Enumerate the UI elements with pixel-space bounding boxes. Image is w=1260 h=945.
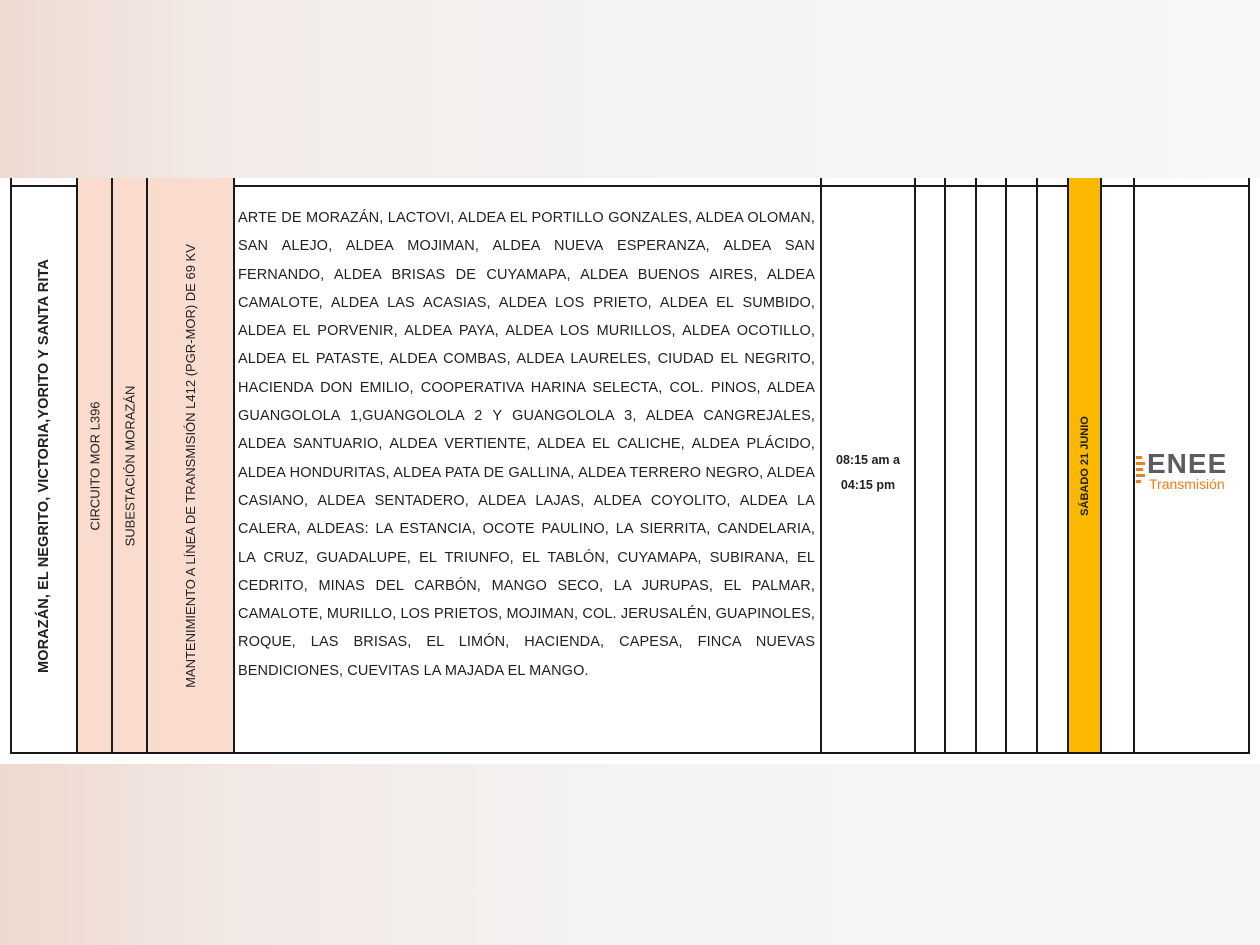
substation-cell xyxy=(111,178,146,753)
enee-logo-bars-icon xyxy=(1136,452,1146,484)
circuit-text: CIRCUITO MOR L396 xyxy=(87,400,102,531)
time-range xyxy=(824,448,912,498)
empty-day-cell xyxy=(914,178,944,753)
enee-logo xyxy=(1132,448,1260,492)
work-description-text: MANTENIMIENTO A LÍNEA DE TRANSMISIÓN L412 (PGR-MOR) DE 69 KV xyxy=(182,243,198,688)
municipality-cell xyxy=(10,178,76,753)
substation-text: SUBESTACIÓN MORAZÁN xyxy=(122,385,137,546)
empty-day-cell xyxy=(1005,178,1036,753)
date-text: SÁBADO 21 JUNIO xyxy=(1078,415,1091,516)
circuit-cell xyxy=(76,178,111,753)
affected-areas-text: ARTE DE MORAZÁN, LACTOVI, ALDEA EL PORTILLO GONZALES, ALDEA OLOMAN, SAN ALEJO, ALDEA MOJIMAN, ALDEA NUEVA ESPERANZA, ALDEA SAN FERNANDO, ALDEA BRISAS DE CUYAMAPA, ALDEA BUENOS AIRES, ALDEA CAMALOTE, ALDEA LAS ACASIAS, ALDEA LOS PRIETO, ALDEA EL SUMBIDO, ALDEA EL PORVENIR, ALDEA PAYA, ALDEA LOS MURILLOS, ALDEA OCOTILLO, ALDEA EL PATASTE, ALDEA COMBAS, ALDEA LAURELES, CIUDAD EL NEGRITO, HACIENDA DON EMILIO, COOPERATIVA HARINA SELECTA, COL. PINOS, ALDEA GUANGOLOLA 1,GUANGOLOLA 2 Y GUANGOLOLA 3, ALDEA CANGREJALES, ALDEA SANTUARIO, ALDEA VERTIENTE, ALDEA EL CALICHE, ALDEA PLÁCIDO, ALDEA HONDURITAS, ALDEA PATA DE GALLINA, ALDEA TERRERO NEGRO, ALDEA CASIANO, ALDEA SENTADERO, ALDEA LAJAS, ALDEA COYOLITO, ALDEA LA CALERA, ALDEAS: LA ESTANCIA, OCOTE PAULINO, LA SIERRITA, CANDELARIA, LA CRUZ, GUADALUPE, EL TRIUNFO, EL TABLÓN, CUYAMAPA, SUBIRANA, EL CEDRITO, MINAS DEL CARBÓN, MANGO SECO, LA JURUPAS, EL PALMAR, CAMALOTE, MURILLO, LOS PRIETOS, MOJIMAN, COL. JERUSALÉN, GUAPINOLES, ROQUE, LAS BRISAS, EL LIMÓN, HACIENDA, CAPESA, FINCA NUEVAS BENDICIONES, CUEVITAS LA MAJADA EL MANGO. xyxy=(238,210,815,679)
background-bottom xyxy=(0,764,1260,945)
empty-day-cell xyxy=(975,178,1005,753)
background-top xyxy=(0,0,1260,178)
time-end: 04:15 pm xyxy=(840,478,896,492)
date-cell xyxy=(1067,178,1100,753)
enee-logo-sub: Transmisión xyxy=(1149,476,1225,492)
empty-day-cell xyxy=(944,178,975,753)
outage-schedule-table xyxy=(0,178,1260,764)
table-bottom-border xyxy=(10,752,1250,754)
time-start: 08:15 am a xyxy=(836,453,900,467)
work-description-cell xyxy=(146,178,233,753)
enee-logo-main: ENEE xyxy=(1147,448,1228,479)
empty-day-cell xyxy=(1036,178,1067,753)
empty-day-cell xyxy=(1100,178,1133,753)
municipality-text: MORAZÁN, EL NEGRITO, VICTORIA,YORITO Y SANTA RITA xyxy=(36,258,52,673)
